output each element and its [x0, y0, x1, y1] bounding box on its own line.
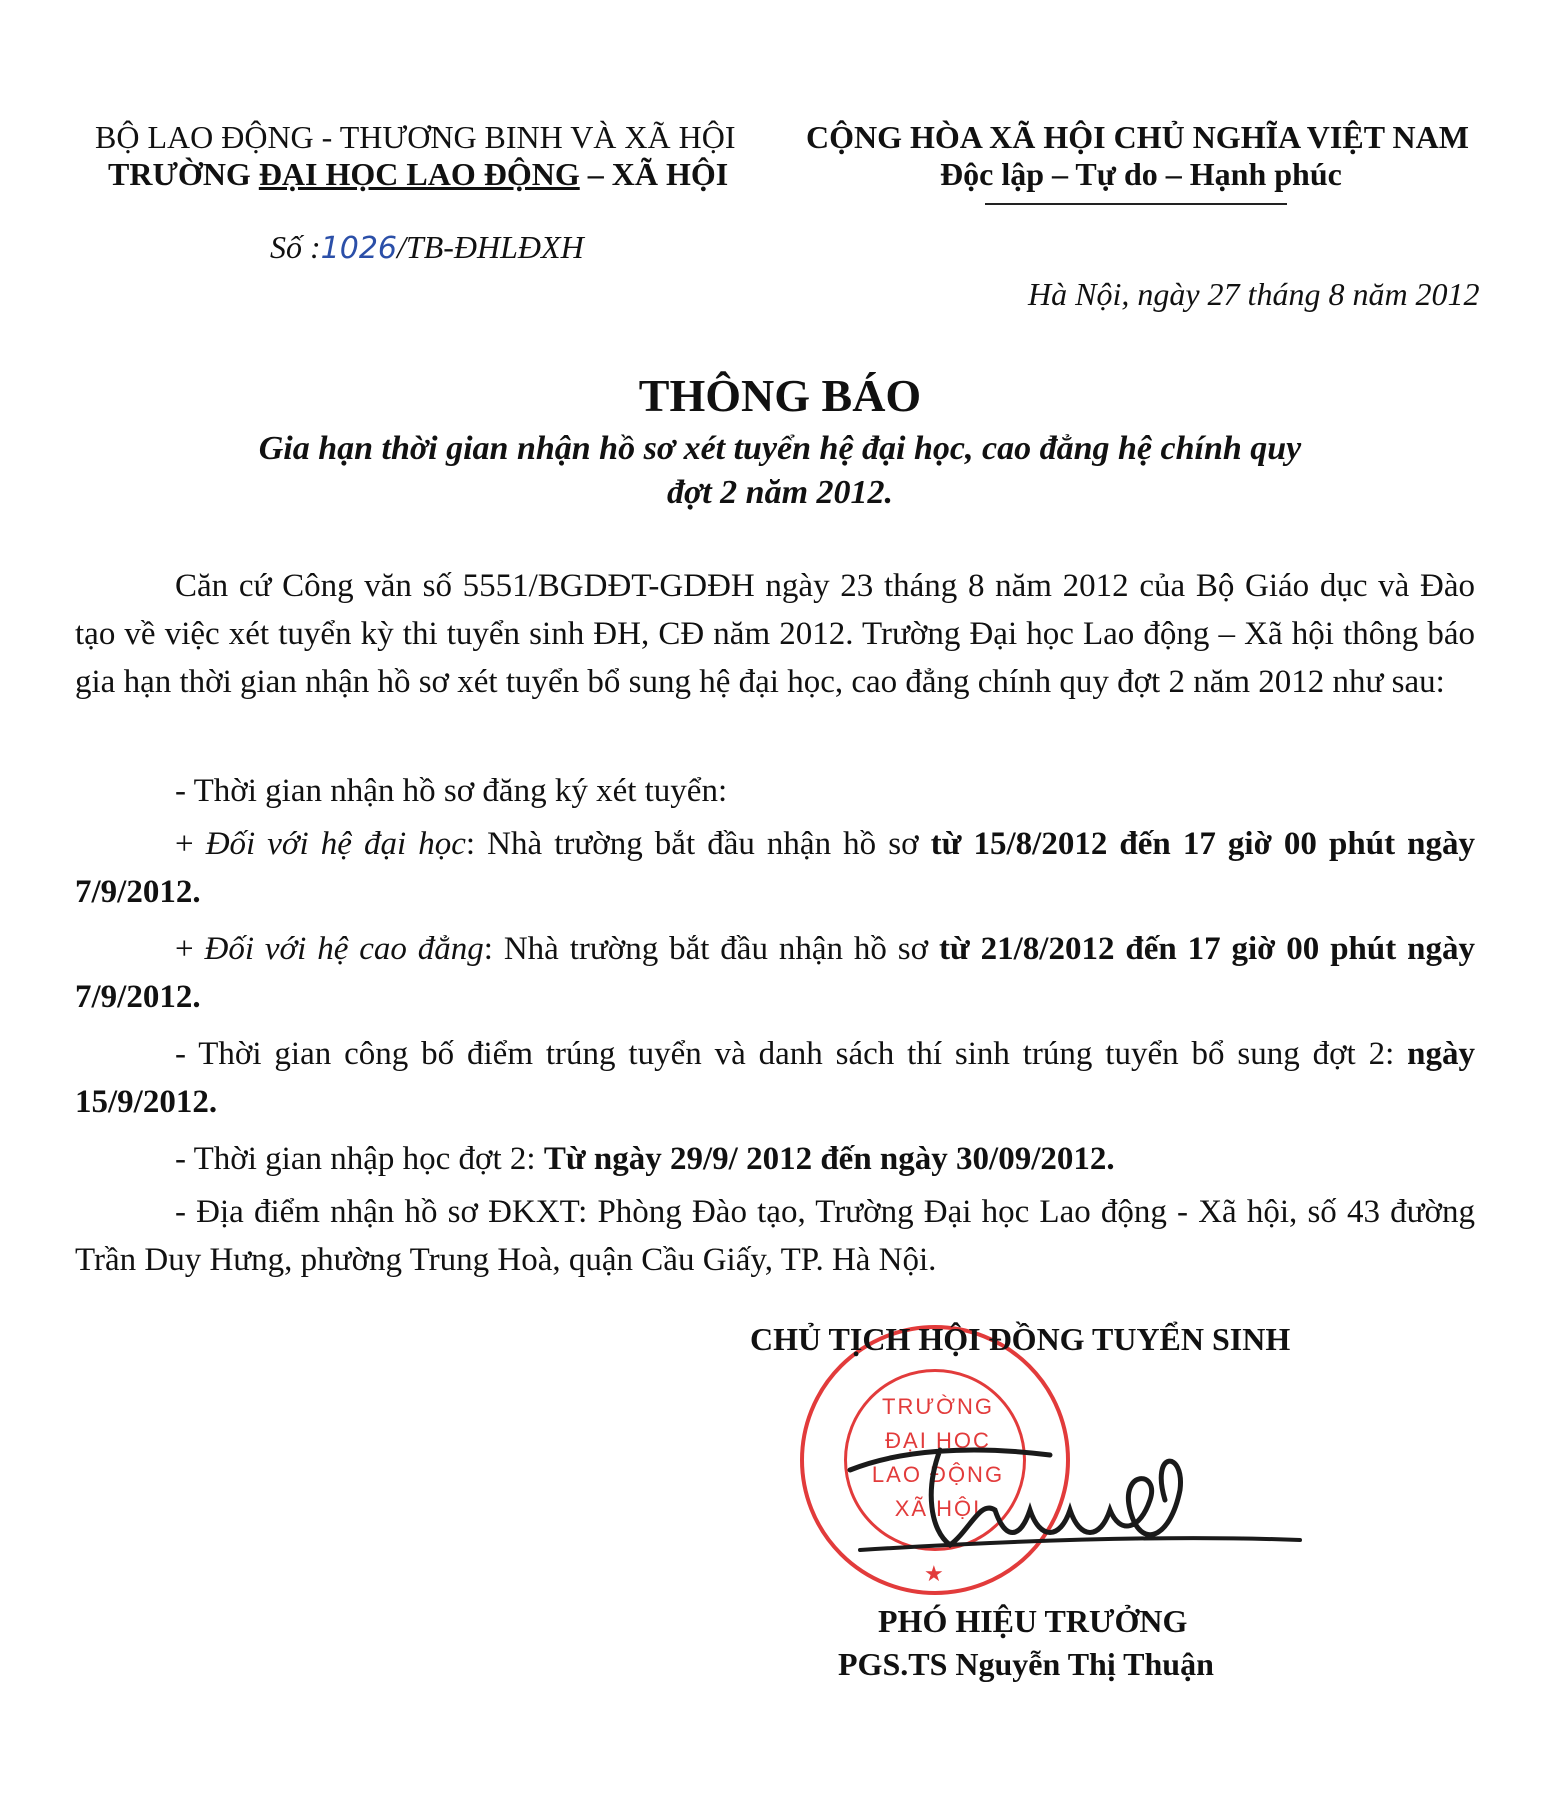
stamp-line-1: TRƯỜNG — [882, 1394, 994, 1419]
item-result-announcement — [75, 1030, 1475, 1126]
result-text: - Thời gian công bố điểm trúng tuyển và danh sách thí sinh trúng tuyển bổ sung đợt 2: — [175, 1036, 1408, 1072]
place-and-date: Hà Nội, ngày 27 tháng 8 năm 2012 — [1028, 276, 1480, 312]
school-name-underlined: ĐẠI HỌC LAO ĐỘNG — [258, 156, 580, 192]
item-location: - Địa điểm nhận hồ sơ ĐKXT: Phòng Đào tạo, Trường Đại học Lao động - Xã hội, số 43 đường Trần Duy Hưng, phường Trung Hoà, quận Cầu Giấy, TP. Hà Nội. — [75, 1194, 1475, 1278]
document-number — [270, 228, 584, 268]
country-name: CỘNG HÒA XÃ HỘI CHỦ NGHĨA VIỆT NAM — [806, 119, 1469, 155]
signature-role: CHỦ TỊCH HỘI ĐỒNG TUYỂN SINH — [750, 1321, 1291, 1357]
university-prefix: + — [175, 826, 206, 862]
university-text: : Nhà trường bắt đầu nhận hồ sơ — [465, 826, 931, 862]
college-text: : Nhà trường bắt đầu nhận hồ sơ — [483, 931, 939, 967]
stamp-line-2: ĐẠI HỌC — [885, 1428, 991, 1453]
stamp-line-4: XÃ HỘI — [894, 1496, 982, 1521]
doc-number-suffix: /TB-ĐHLĐXH — [397, 229, 584, 265]
school-name-suffix: – XÃ HỘI — [579, 156, 729, 192]
signer-name: PGS.TS Nguyễn Thị Thuận — [838, 1646, 1214, 1682]
university-label: Đối với hệ đại học — [205, 826, 466, 862]
stamp-line-3: LAO ĐỘNG — [871, 1462, 1005, 1487]
national-motto: Độc lập – Tự do – Hạnh phúc — [940, 156, 1342, 192]
school-name — [108, 155, 728, 193]
university-dates: từ 15/8/2012 đến 17 giờ 00 phút ngày 7/9/2012. — [75, 826, 1475, 910]
notice-title: THÔNG BÁO — [638, 370, 922, 421]
item-university — [75, 820, 1475, 916]
handwritten-signature — [820, 1410, 1320, 1570]
notice-subtitle-line2: đợt 2 năm 2012. — [666, 474, 894, 511]
enroll-dates: Từ ngày 29/9/ 2012 đến ngày 30/09/2012. — [543, 1141, 1115, 1177]
result-date: ngày 15/9/2012. — [75, 1036, 1475, 1120]
signature-position: PHÓ HIỆU TRƯỞNG — [878, 1603, 1188, 1639]
notice-subtitle-line1: Gia hạn thời gian nhận hồ sơ xét tuyển hệ đại học, cao đẳng hệ chính quy — [258, 430, 1302, 467]
item-enrollment — [75, 1135, 1475, 1183]
motto-underline — [985, 203, 1287, 205]
item-registration-time: - Thời gian nhận hồ sơ đăng ký xét tuyển: — [175, 773, 728, 809]
doc-number-prefix: Số : — [270, 229, 321, 265]
enroll-text: - Thời gian nhập học đợt 2: — [175, 1141, 544, 1177]
college-prefix: + — [175, 931, 205, 967]
item-college — [75, 925, 1475, 1021]
school-name-prefix: TRƯỜNG — [108, 156, 259, 192]
ministry-name: BỘ LAO ĐỘNG - THƯƠNG BINH VÀ XÃ HỘI — [95, 119, 736, 155]
doc-number-handwritten: 1026 — [320, 231, 398, 266]
college-dates: từ 21/8/2012 đến 17 giờ 00 phút ngày 7/9/2012. — [75, 931, 1475, 1015]
intro-paragraph: Căn cứ Công văn số 5551/BGDĐT-GDĐH ngày 23 tháng 8 năm 2012 của Bộ Giáo dục và Đào tạo về việc xét tuyển kỳ thi tuyển sinh ĐH, CĐ năm 2012. Trường Đại học Lao động – Xã hội thông báo gia hạn thời gian nhận hồ sơ xét tuyển bổ sung hệ đại học, cao đẳng chính quy đợt 2 năm 2012 như sau: — [75, 568, 1475, 700]
college-label: Đối với hệ cao đẳng — [204, 931, 484, 967]
stamp-star-icon: ★ — [924, 1561, 944, 1586]
